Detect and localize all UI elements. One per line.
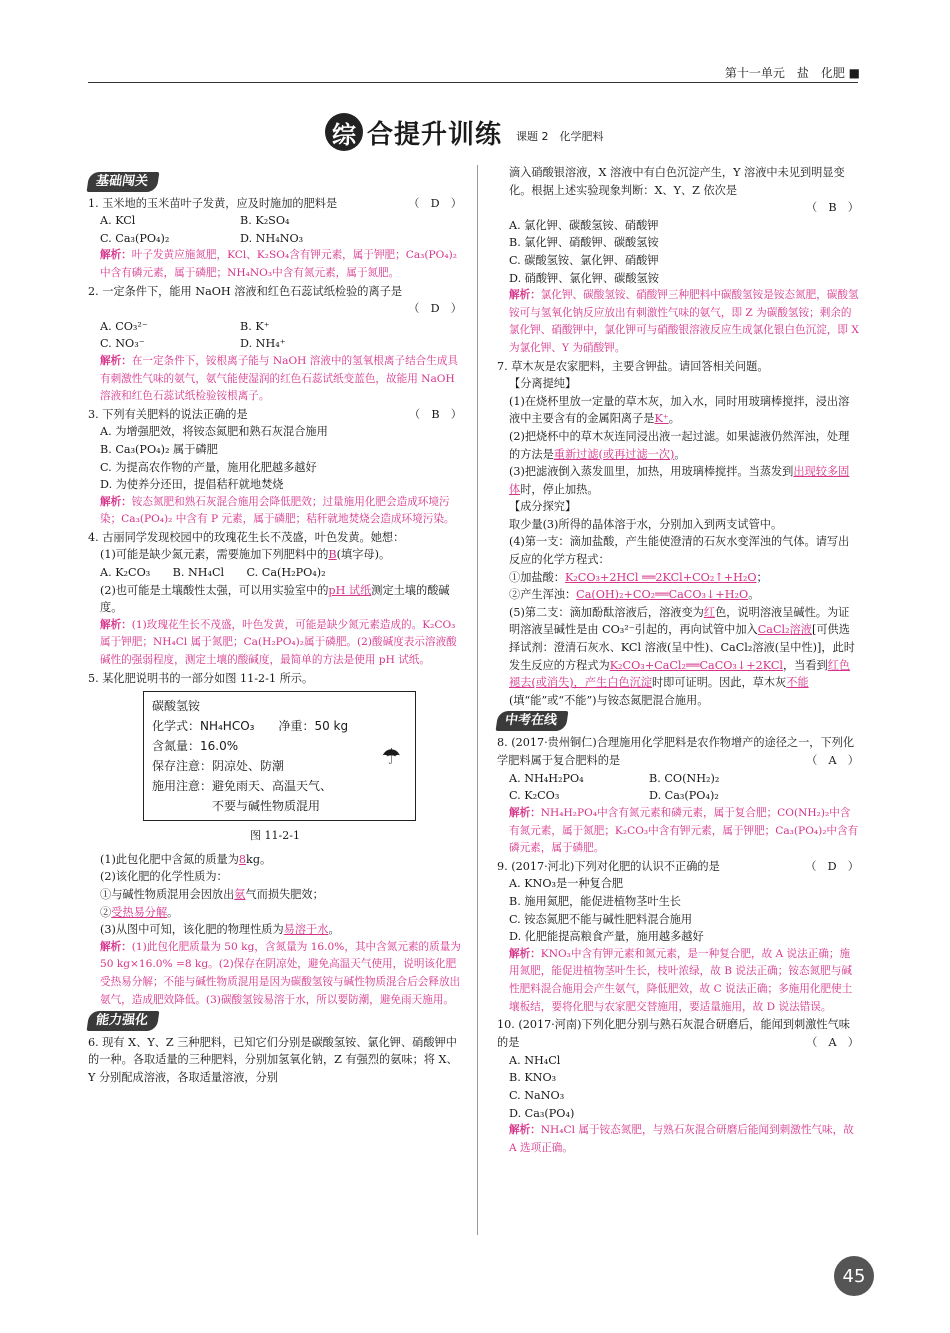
q4-fill-2: pH 试纸 [328, 583, 372, 597]
q6-analysis: 解析：氯化钾、碳酸氢铵、硝酸钾三种肥料中碳酸氢铵是铵态氮肥，碳酸氢铵可与氢氧化钠反应放出有刺激性气味的氨气，即 Z 为碳酸氢铵；剩余的氯化钾、硝酸钾中，氯化钾可与硝酸银溶液反应生成氯化银白色沉淀，即 X 为氯化钾、Y 为硝酸钾。 [509, 289, 859, 354]
q6-continued: 滴入硝酸银溶液，X 溶液中有白色沉淀产生，Y 溶液中未见到明显变化。根据上述实验现象判断：X、Y、Z 依次是 [509, 166, 845, 197]
section-exam: 中考在线 [496, 711, 569, 731]
question-9: （ D ） 9. (2017·河北)下列对化肥的认识不正确的是 A. KNO₃是一种复合肥 B. 施用氮肥，能促进植物茎叶生长 C. 铵态氮肥不能与碱性肥料混合施用 D. 化肥能提高粮食产量，施用越多越好 解析：KNO₃中含有钾元素和氮元素，是一种复合肥，故 A 说法正确；施用氮肥，能促进植物茎叶生长，枝叶浓绿，故 B 说法正确；铵态氮肥与碱性肥料混合施用会产生氨气，降低肥效，故 C 说法正确；多施用化肥使土壤板结，要将化肥与农家肥交替施用，要适量施用，故 D 说法错误。 [497, 858, 859, 1016]
q9-answer: （ D ） [805, 859, 859, 873]
q7-equation-2: Ca(OH)₂+CO₂══CaCO₃↓+H₂O [576, 588, 749, 602]
q2-option-c: C. NO₃⁻ [100, 337, 145, 351]
q5-fill-2a: 氨 [234, 888, 246, 901]
q3-answer: （ B ） [409, 407, 462, 421]
q1-option-c: C. Ca₃(PO₄)₂ [100, 231, 170, 245]
q10-answer: （ A ） [806, 1036, 859, 1050]
q6-option-d: D. 硝酸钾、氯化钾、碳酸氢铵 [509, 271, 659, 285]
q6-option-b: B. 氯化钾、硝酸钾、碳酸氢铵 [509, 236, 659, 250]
q2-stem: 2. 一定条件下，能用 NaOH 溶液和红色石蕊试纸检验的离子是 [88, 284, 403, 298]
umbrella-icon: ☂ [381, 745, 401, 771]
q3-analysis: 解析：铵态氮肥和熟石灰混合施用会降低肥效；过量施用化肥会造成环境污染；Ca₃(PO₄)₂ 中含有 P 元素，属于磷肥；秸秆就地焚烧会造成环境污染。 [100, 495, 455, 526]
q6-stem: 6. 现有 X、Y、Z 三种肥料，已知它们分别是碳酸氢铵、氯化钾、硝酸钾中的一种。各取适量的三种肥料，分别加氢氧化钠，Z 有强烈的氨味；将 X、Y 分别配成溶液，各取适量溶液，分别 [88, 1035, 458, 1084]
q6-option-c: C. 碳酸氢铵、氯化钾、硝酸钾 [509, 253, 659, 267]
running-header: 第十一单元 盐 化肥 ■ [724, 66, 860, 80]
q6-answer: （ B ） [806, 201, 859, 215]
title-text: 合提升训练 [367, 119, 503, 150]
q2-option-d: D. NH₄⁺ [240, 337, 286, 351]
q6-option-a: A. 氯化钾、碳酸氢铵、硝酸钾 [509, 218, 659, 232]
lesson-label: 课题 2 化学肥料 [516, 130, 604, 143]
q9-stem: 9. (2017·河北)下列对化肥的认识不正确的是 [497, 859, 720, 873]
q10-stem: 10. (2017·河南)下列化肥分别与熟石灰混合研磨后，能闻到刺激性气味的是 [497, 1018, 850, 1049]
q8-stem: 8. (2017·贵州铜仁)合理施用化学肥料是农作物增产的途径之一，下列化学肥料属于复合肥料的是 [497, 736, 855, 767]
question-7: 7. 草木灰是农家肥料，主要含钾盐。请回答相关问题。 【分离提纯】 (1)在烧杯里放一定量的草木灰，加入水，同时用玻璃棒搅拌，浸出溶液中主要含有的金属阳离子是K⁺。 (2)把烧杯中的草木灰连同浸出液一起过滤。如果滤液仍然浑浊，处理的方法是重新过滤(或再过滤一次)。 (3)把滤液倒入蒸发皿里，加热，用玻璃棒搅拌。当蒸发到出现较多固体时，停止加热。 【成分探究】 取少量(3)所得的晶体溶于水，分别加入到两支试管中。 (4)第一支：滴加盐酸，产生能使澄清的石灰水变浑浊的气体。请写出反应的化学方程式： ①加盐酸：K₂CO₃+2HCl ══2KCl+CO₂↑+H₂O； ②产生浑浊：Ca(OH)₂+CO₂══CaCO₃↓+H₂O。 (5)第二支：滴加酚酞溶液后，溶液变为红色，说明溶液呈碱性。为证明溶液呈碱性是由 CO₃²⁻引起的，再向试管中加入CaCl₂溶液[可供选择试剂：澄清石灰水、KCl 溶液(呈中性)、CaCl₂溶液(呈中性)]，此时发生反应的方程式为K₂CO₃+CaCl₂══CaCO₃↓+2KCl，当看到红色褪去(或消失)，产生白色沉淀时即可证明。因此，草木灰不能(填“能”或“不能”)与铵态氮肥混合施用。 [497, 358, 859, 710]
q1-option-d: D. NH₄NO₃ [240, 231, 304, 245]
figure-caption: 图 11-2-1 [250, 829, 300, 843]
q7-fill-reagent: CaCl₂溶液 [757, 623, 812, 637]
q9-analysis: 解析：KNO₃中含有钾元素和氮元素，是一种复合肥，故 A 说法正确；施用氮肥，能促进植物茎叶生长，枝叶浓绿，故 B 说法正确；铵态氮肥与碱性肥料混合施用会产生氨气，降低肥效，故 C 说法正确；多施用化肥使土壤板结，要将化肥与农家肥交替施用，要适量施用，故 D 说法错误。 [509, 947, 853, 1013]
q7-fill-2: 重新过滤(或再过滤一次) [553, 447, 675, 461]
title-badge: 综 [325, 113, 363, 151]
question-1 [88, 195, 462, 283]
q2-analysis: 解析：在一定条件下，铵根离子能与 NaOH 溶液中的氢氧根离子结合生成具有刺激性气味的氨气，氨气能使湿润的红色石蕊试纸变蓝色，故能用 NaOH 溶液和红色石蕊试纸检验铵根离子。 [100, 354, 459, 403]
page-title [325, 112, 604, 152]
section-ability: 能力强化 [87, 1011, 160, 1031]
q3-option-d: D. 为使养分还田，提倡秸秆就地焚烧 [100, 478, 284, 492]
left-column [88, 170, 462, 1087]
q7-fill-phenomenon: 红色褪去(或消失)，产生白色沉淀 [509, 658, 851, 690]
q5-stem: 5. 某化肥说明书的一部分如图 11-2-1 所示。 [88, 671, 314, 685]
q4-analysis: 解析：(1)玫瑰花生长不茂盛，叶色发黄，可能是缺少氮元素造成的。K₂CO₃属于钾肥；NH₄Cl 属于氮肥；Ca(H₂PO₄)₂属于磷肥。(2)酸碱度表示溶液酸碱性的强弱程度，测定土壤的酸碱度，最简单的方法是使用 pH 试纸。 [100, 618, 457, 667]
header-rule [88, 82, 858, 83]
question-10: 10. (2017·河南)下列化肥分别与熟石灰混合研磨后，能闻到刺激性气味的是 （ A ） A. NH₄Cl B. KNO₃ C. NaNO₃ D. Ca₃(PO₄) 解析：NH₄Cl 属于铵态氮肥，与熟石灰混合研磨后能闻到刺激性气味，故 A 选项正确。 [497, 1016, 859, 1157]
q7-fill-1: K⁺ [654, 412, 669, 426]
q8-analysis: 解析：NH₄H₂PO₄中含有氮元素和磷元素，属于复合肥；CO(NH₂)₂中含有氮元素，属于氮肥；K₂CO₃中含有钾元素，属于钾肥；Ca₃(PO₄)₂中含有磷元素，属于磷肥。 [509, 806, 859, 855]
question-8: 8. (2017·贵州铜仁)合理施用化学肥料是农作物增产的途径之一，下列化学肥料属于复合肥料的是 （ A ） A. NH₄H₂PO₄ B. CO(NH₂)₂ C. K₂CO₃ D. Ca₃(PO₄)₂ 解析：NH₄H₂PO₄中含有氮元素和磷元素，属于复合肥；CO(NH₂)₂中含有氮元素，属于氮肥；K₂CO₃中含有钾元素，属于钾肥；Ca₃(PO₄)₂中含有磷元素，属于磷肥。 [497, 734, 859, 858]
q1-stem: 1. 玉米地的玉米苗叶子发黄，应及时施加的肥料是 [88, 196, 338, 210]
q7-fill-can: 不能 [786, 676, 809, 690]
q7-equation-1: K₂CO₃+2HCl ══2KCl+CO₂↑+H₂O [564, 570, 757, 584]
section-basic: 基础闯关 [87, 172, 160, 192]
q2-option-a: A. CO₃²⁻ [100, 319, 148, 333]
q3-option-b: B. Ca₃(PO₄)₂ 属于磷肥 [100, 442, 218, 456]
q7-fill-color: 红 [703, 605, 716, 619]
q1-answer: （ D ） [408, 196, 462, 210]
right-column [497, 164, 859, 1157]
q10-analysis: 解析：NH₄Cl 属于铵态氮肥，与熟石灰混合研磨后能闻到刺激性气味，故 A 选项正确。 [509, 1124, 854, 1154]
q7-stem: 7. 草木灰是农家肥料，主要含钾盐。请回答相关问题。 [497, 359, 769, 373]
fertilizer-label-box: 碳酸氢铵 化学式：NH₄HCO₃ 净重：50 kg 含氮量：16.0% 保存注意：阴凉处、防潮 施用注意：避免雨天、高温天气、 不要与碱性物质混用 ☂ [143, 691, 416, 821]
question-5: 5. 某化肥说明书的一部分如图 11-2-1 所示。 碳酸氢铵 化学式：NH₄HCO₃ 净重：50 kg 含氮量：16.0% 保存注意：阴凉处、防潮 施用注意：避免雨天、高温天气、 不要与碱性物质混用 ☂ 图 11-2-1 (1)此包化肥中含氮的质量为8kg。 (2)该化肥的化学性质为： ①与碱性物质混用会因放出氨气而损失肥效； ②受热易分解。 (3)从图中可知，该化肥的物理性质为易溶于水。 解析：(1)此包化肥质量为 50 kg，含氮量为 16.0%，其中含氮元素的质量为 50 kg×16.0% =8 kg。(2)保存在阴凉处，避免高温天气使用，说明该化肥受热易分解；不能与碱性物质混用是因为碳酸氢铵与碱性物质混合后会释放出氨气，造成肥效降低。(3)碳酸氢铵易溶于水，所以要防潮，避免雨天施用。 [88, 670, 462, 1010]
q4-stem: 4. 古丽同学发现校园中的玫瑰花生长不茂盛，叶色发黄。她想： [88, 530, 405, 544]
q1-analysis: 解析：叶子发黄应施氮肥，KCl、K₂SO₄含有钾元素，属于钾肥；Ca₃(PO₄)₂中含有磷元素，属于磷肥；NH₄NO₃中含有氮元素，属于氮肥。 [100, 249, 457, 279]
q7-fill-3: 出现较多固体 [509, 465, 850, 496]
question-4: 4. 古丽同学发现校园中的玫瑰花生长不茂盛，叶色发黄。她想： (1)可能是缺少氮元素，需要施加下列肥料中的B(填字母)。 A. K₂CO₃ B. NH₄Cl C. Ca(H₂PO₄)₂ (2)也可能是土壤酸性太强，可以用实验室中的pH 试纸测定土壤的酸碱度。 解析：(1)玫瑰花生长不茂盛，叶色发黄，可能是缺少氮元素造成的。K₂CO₃属于钾肥；NH₄Cl 属于氮肥；Ca(H₂PO₄)₂属于磷肥。(2)酸碱度表示溶液酸碱性的强弱程度，测定土壤的酸碱度，最简单的方法是使用 pH 试纸。 [88, 529, 462, 670]
q3-stem: 3. 下列有关肥料的说法正确的是 [88, 407, 248, 421]
q5-analysis: 解析：(1)此包化肥质量为 50 kg，含氮量为 16.0%，其中含氮元素的质量为 50 kg×16.0% =8 kg。(2)保存在阴凉处，避免高温天气使用，说明该化肥受热易分解；不能与碱性物质混用是因为碳酸氢铵与碱性物质混合后会释放出氨气，造成肥效降低。(3)碳酸氢铵易溶于水，所以要防潮，避免雨天施用。 [100, 940, 461, 1006]
q3-option-a: A. 为增强肥效，将铵态氮肥和熟石灰混合施用 [100, 425, 328, 439]
q1-option-b: B. K₂SO₄ [240, 214, 290, 228]
q8-answer: （ A ） [806, 754, 859, 768]
q3-option-c: C. 为提高农作物的产量，施用化肥越多越好 [100, 460, 317, 474]
question-2 [88, 283, 462, 406]
column-divider [477, 165, 478, 1235]
q5-fill-2b: 受热易分解 [111, 905, 168, 919]
q5-fill-1: 8 [238, 852, 247, 866]
q1-option-a: A. KCl [100, 214, 136, 228]
page-number: 45 [834, 1256, 874, 1296]
q4-options: A. K₂CO₃ B. NH₄Cl C. Ca(H₂PO₄)₂ [100, 566, 326, 580]
q5-fill-3: 易溶于水 [283, 923, 329, 937]
q7-equation-3: K₂CO₃+CaCl₂══CaCO₃↓+2KCl [609, 658, 783, 672]
q4-fill-1: B [328, 548, 337, 562]
q2-option-b: B. K⁺ [240, 319, 270, 333]
q2-answer: （ D ） [408, 302, 462, 316]
question-3 [88, 406, 462, 529]
